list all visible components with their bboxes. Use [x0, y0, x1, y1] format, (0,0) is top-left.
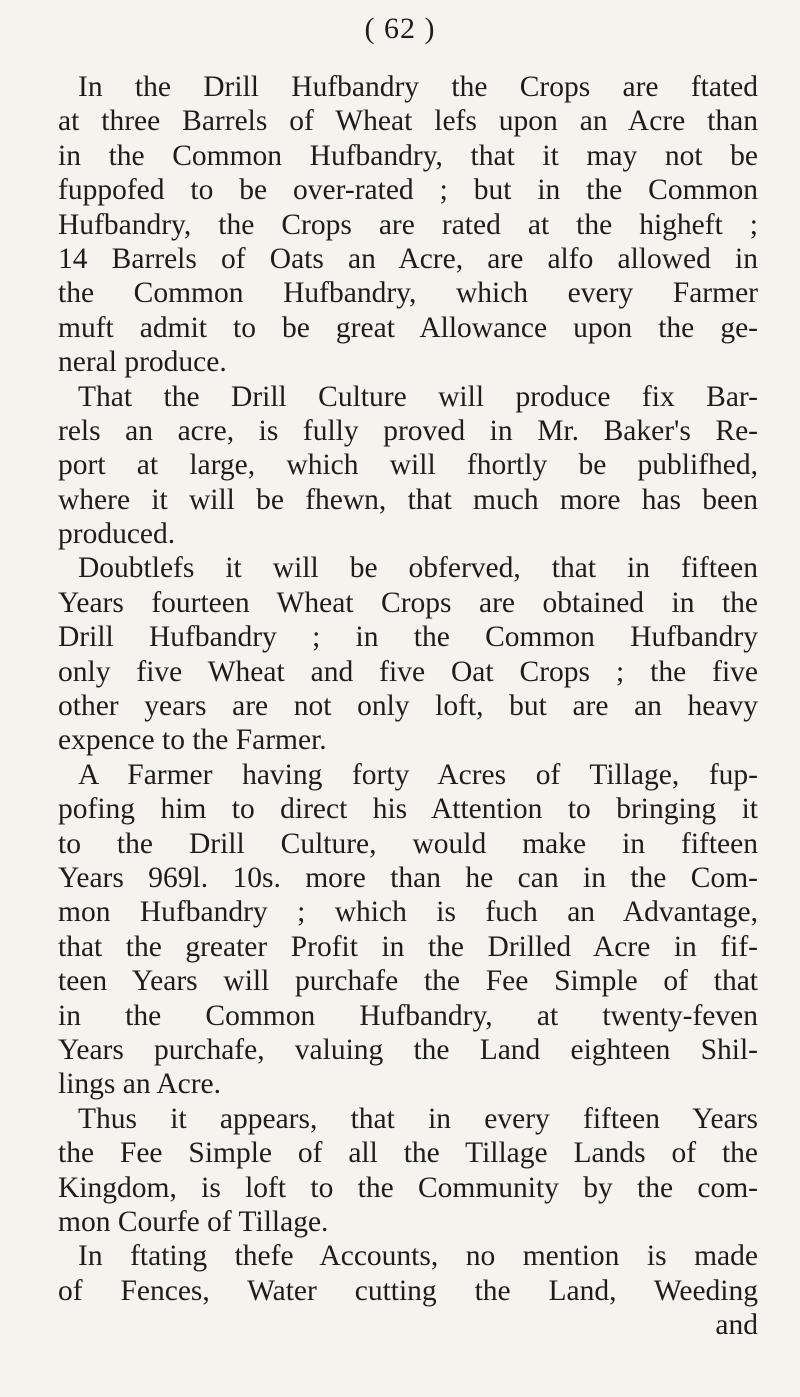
- page-number: ( 62 ): [364, 12, 436, 45]
- text-line: mon Hufbandry ; which is fuch an Advantage,: [58, 896, 758, 929]
- text-line: expence to the Farmer.: [58, 724, 327, 757]
- text-line: to the Drill Culture, would make in fifteen: [58, 827, 758, 860]
- catchword: and: [715, 1309, 758, 1342]
- text-line: Kingdom, is loft to the Community by the com-: [58, 1171, 758, 1204]
- text-line: port at large, which will fhortly be publifhed,: [58, 449, 758, 482]
- text-line: other years are not only loft, but are an heavy: [58, 690, 758, 723]
- text-line: Years purchafe, valuing the Land eighteen Shil-: [58, 1033, 758, 1066]
- text-line: muft admit to be great Allowance upon the ge-: [58, 311, 758, 344]
- text-line: teen Years will purchafe the Fee Simple of that: [58, 965, 758, 998]
- text-line: produced.: [58, 518, 176, 551]
- text-line: A Farmer having forty Acres of Tillage, fup-: [78, 758, 758, 791]
- body-text: [58, 70, 758, 1342]
- text-line: mon Courfe of Tillage.: [58, 1205, 329, 1238]
- text-line: that the greater Profit in the Drilled Acre in fif-: [58, 930, 758, 963]
- text-line: the Fee Simple of all the Tillage Lands of the: [58, 1137, 758, 1170]
- text-line: Hufbandry, the Crops are rated at the higheft ;: [58, 208, 758, 241]
- text-line: In ftating thefe Accounts, no mention is made: [78, 1240, 758, 1273]
- text-line: That the Drill Culture will produce fix Bar-: [78, 380, 758, 413]
- text-line: Years fourteen Wheat Crops are obtained in the: [58, 586, 758, 619]
- text-line: Drill Hufbandry ; in the Common Hufbandry: [58, 621, 758, 654]
- text-line: in the Common Hufbandry, that it may not be: [58, 139, 758, 172]
- text-line: at three Barrels of Wheat lefs upon an Acre than: [58, 105, 758, 138]
- text-line: only five Wheat and five Oat Crops ; the five: [58, 655, 758, 688]
- text-line: lings an Acre.: [58, 1068, 222, 1101]
- text-line: where it will be fhewn, that much more has been: [58, 483, 758, 516]
- text-line: In the Drill Hufbandry the Crops are ftated: [78, 71, 758, 103]
- text-line: Years 969l. 10s. more than he can in the Com-: [58, 861, 758, 894]
- text-line: the Common Hufbandry, which every Farmer: [58, 277, 758, 310]
- text-line: neral produce.: [58, 346, 227, 379]
- text-line: rels an acre, is fully proved in Mr. Baker's Re-: [58, 414, 758, 447]
- text-line: Doubtlefs it will be obferved, that in fifteen: [78, 552, 758, 585]
- text-line: pofing him to direct his Attention to bringing it: [58, 793, 758, 826]
- text-line: in the Common Hufbandry, at twenty-feven: [58, 999, 758, 1032]
- text-line: 14 Barrels of Oats an Acre, are alfo allowed in: [58, 242, 758, 275]
- text-line: of Fences, Water cutting the Land, Weeding: [58, 1274, 758, 1307]
- text-line: Thus it appears, that in every fifteen Years: [78, 1102, 758, 1135]
- text-line: fuppofed to be over-rated ; but in the Common: [58, 174, 758, 207]
